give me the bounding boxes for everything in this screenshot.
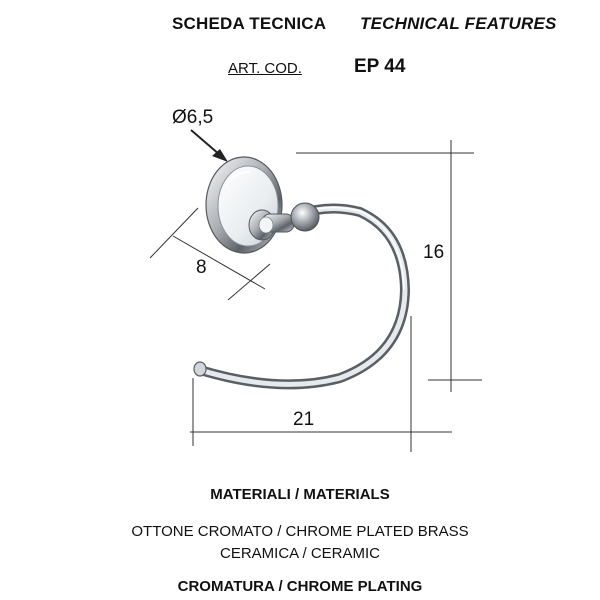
height-label: 16: [423, 242, 445, 263]
title-italian: SCHEDA TECNICA: [172, 14, 327, 33]
dimension-lines: [150, 140, 482, 452]
diameter-label: Ø6,5: [172, 107, 214, 128]
title-english: TECHNICAL FEATURES: [360, 14, 557, 33]
wall-mount: [206, 157, 282, 253]
finish-heading: CROMATURA / CHROME PLATING: [177, 578, 423, 595]
article-code: EP 44: [354, 56, 406, 77]
width-label: 21: [293, 409, 315, 430]
article-code-label: ART. COD.: [228, 60, 302, 77]
material-brass: OTTONE CROMATO / CHROME PLATED BRASS: [131, 523, 469, 540]
materials-heading: MATERIALI / MATERIALS: [210, 486, 390, 503]
material-ceramic: CERAMICA / CERAMIC: [219, 545, 381, 562]
diameter-arrow: [191, 130, 228, 162]
depth-label: 8: [196, 257, 207, 278]
